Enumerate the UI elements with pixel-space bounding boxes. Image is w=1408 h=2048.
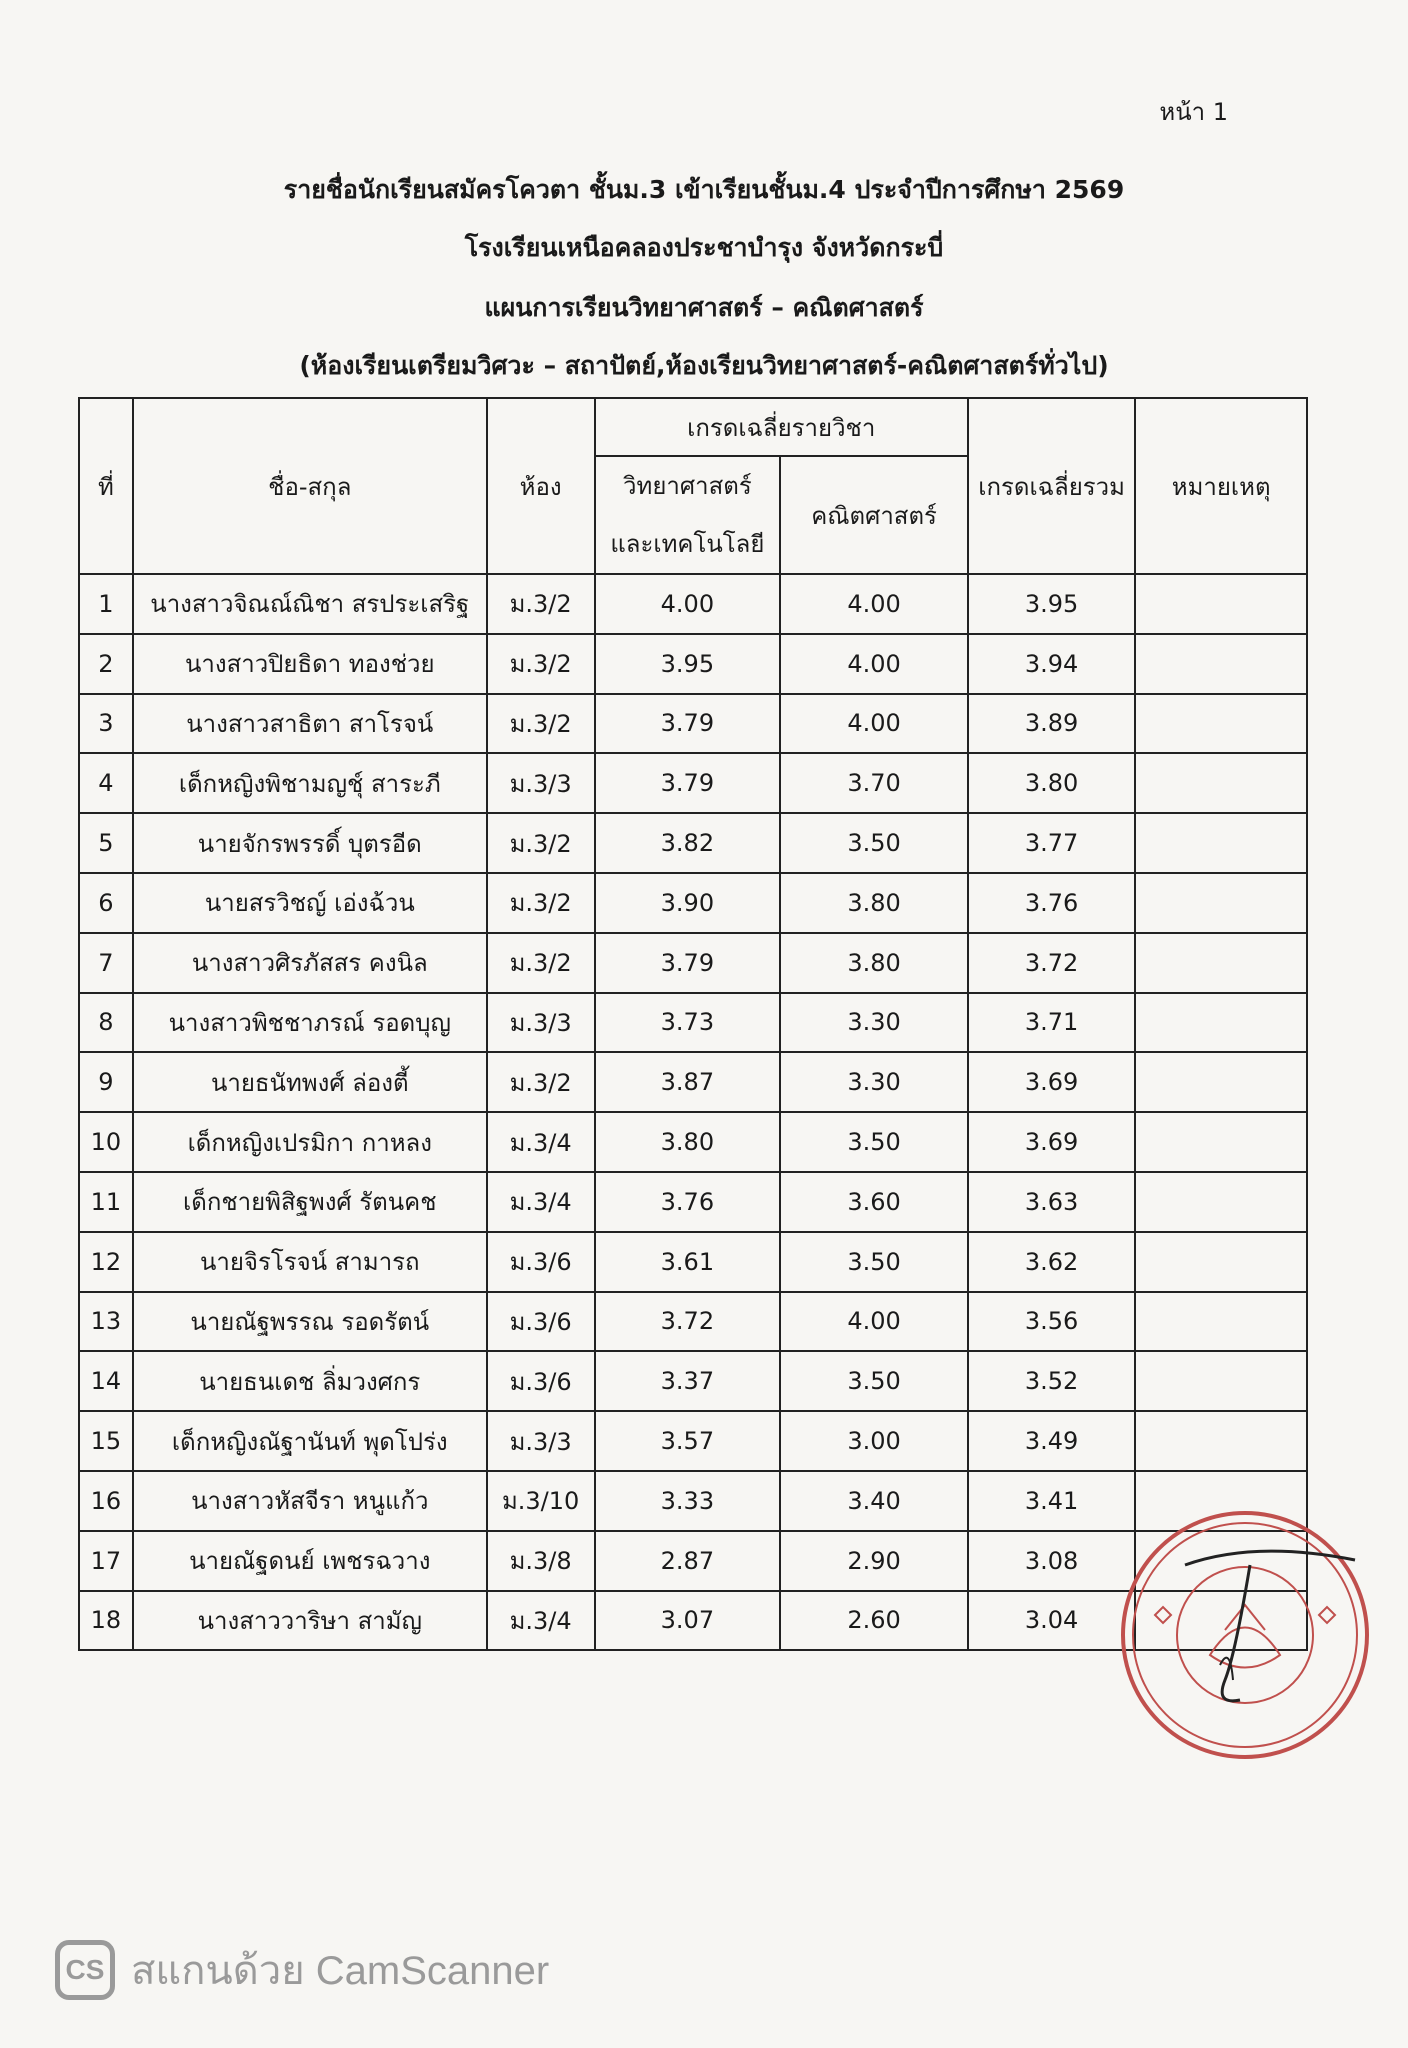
cell-room: ม.3/3 xyxy=(487,993,595,1053)
cell-science-grade: 3.76 xyxy=(595,1172,781,1232)
table-row xyxy=(79,1232,1307,1292)
cell-no: 4 xyxy=(79,753,133,813)
cell-note xyxy=(1135,993,1307,1053)
cell-name: นายธนัทพงศ์ ล่องตี้ xyxy=(133,1052,487,1112)
cell-room: ม.3/4 xyxy=(487,1172,595,1232)
document-title: รายชื่อนักเรียนสมัครโควตา ชั้นม.3 เข้าเรียนชั้นม.4 ประจำปีการศึกษา 2569 xyxy=(283,175,1125,204)
cell-name: นายธนเดช ลิ่มวงศกร xyxy=(133,1351,487,1411)
cell-science-grade: 4.00 xyxy=(595,574,781,634)
cell-note xyxy=(1135,933,1307,993)
cell-overall-grade: 3.69 xyxy=(968,1052,1135,1112)
cell-math-grade: 4.00 xyxy=(780,694,968,754)
cell-overall-grade: 3.49 xyxy=(968,1411,1135,1471)
cell-overall-grade: 3.08 xyxy=(968,1531,1135,1591)
cell-math-grade: 3.80 xyxy=(780,873,968,933)
cell-name: นางสาวพิชชาภรณ์ รอดบุญ xyxy=(133,993,487,1053)
cell-room: ม.3/8 xyxy=(487,1531,595,1591)
cell-overall-grade: 3.89 xyxy=(968,694,1135,754)
cell-overall-grade: 3.56 xyxy=(968,1292,1135,1352)
cell-name: นายจิรโรจน์ สามารถ xyxy=(133,1232,487,1292)
cell-science-grade: 3.72 xyxy=(595,1292,781,1352)
cell-note xyxy=(1135,1292,1307,1352)
cell-note xyxy=(1135,634,1307,694)
cell-science-grade: 3.07 xyxy=(595,1591,781,1651)
cell-name: นางสาวศิรภัสสร คงนิล xyxy=(133,933,487,993)
cell-room: ม.3/3 xyxy=(487,753,595,813)
cell-no: 17 xyxy=(79,1531,133,1591)
cell-overall-grade: 3.95 xyxy=(968,574,1135,634)
cell-science-grade: 3.79 xyxy=(595,694,781,754)
cell-math-grade: 4.00 xyxy=(780,1292,968,1352)
table-row xyxy=(79,933,1307,993)
cell-name: นางสาวปิยธิดา ทองช่วย xyxy=(133,634,487,694)
camscanner-watermark xyxy=(55,1938,549,2002)
cell-room: ม.3/6 xyxy=(487,1292,595,1352)
cell-math-grade: 3.30 xyxy=(780,1052,968,1112)
cell-overall-grade: 3.76 xyxy=(968,873,1135,933)
cell-math-grade: 4.00 xyxy=(780,634,968,694)
cell-room: ม.3/2 xyxy=(487,694,595,754)
cell-overall-grade: 3.77 xyxy=(968,813,1135,873)
cell-science-grade: 3.87 xyxy=(595,1052,781,1112)
cell-no: 11 xyxy=(79,1172,133,1232)
cell-math-grade: 2.90 xyxy=(780,1531,968,1591)
header-science: วิทยาศาสตร์ xyxy=(595,456,781,513)
cell-note xyxy=(1135,873,1307,933)
cell-no: 2 xyxy=(79,634,133,694)
cell-math-grade: 3.00 xyxy=(780,1411,968,1471)
school-name: โรงเรียนเหนือคลองประชาบำรุง จังหวัดกระบี่ xyxy=(464,233,944,262)
cell-no: 7 xyxy=(79,933,133,993)
cell-name: นายณัฐพรรณ รอดรัตน์ xyxy=(133,1292,487,1352)
cell-no: 18 xyxy=(79,1591,133,1651)
table-row xyxy=(79,1292,1307,1352)
header-math: คณิตศาสตร์ xyxy=(780,456,968,574)
classroom-types: (ห้องเรียนเตรียมวิศวะ – สถาปัตย์,ห้องเรียนวิทยาศาสตร์-คณิตศาสตร์ทั่วไป) xyxy=(299,351,1109,380)
camscanner-logo-icon: CS xyxy=(55,1940,115,2000)
cell-room: ม.3/4 xyxy=(487,1591,595,1651)
cell-math-grade: 3.50 xyxy=(780,1112,968,1172)
cell-room: ม.3/2 xyxy=(487,933,595,993)
cell-math-grade: 2.60 xyxy=(780,1591,968,1651)
cell-no: 16 xyxy=(79,1471,133,1531)
cell-science-grade: 3.82 xyxy=(595,813,781,873)
cell-no: 14 xyxy=(79,1351,133,1411)
cell-note xyxy=(1135,1172,1307,1232)
cell-room: ม.3/10 xyxy=(487,1471,595,1531)
cell-science-grade: 3.37 xyxy=(595,1351,781,1411)
cell-note xyxy=(1135,1112,1307,1172)
cell-science-grade: 3.61 xyxy=(595,1232,781,1292)
cell-note xyxy=(1135,1232,1307,1292)
cell-overall-grade: 3.94 xyxy=(968,634,1135,694)
table-row xyxy=(79,1052,1307,1112)
student-grade-table xyxy=(78,397,1308,1651)
cell-room: ม.3/2 xyxy=(487,574,595,634)
cell-note xyxy=(1135,574,1307,634)
cell-note xyxy=(1135,1411,1307,1471)
study-plan: แผนการเรียนวิทยาศาสตร์ – คณิตศาสตร์ xyxy=(484,293,924,322)
header-note: หมายเหตุ xyxy=(1135,398,1307,574)
cell-note xyxy=(1135,813,1307,873)
cell-no: 13 xyxy=(79,1292,133,1352)
cell-no: 10 xyxy=(79,1112,133,1172)
cell-no: 15 xyxy=(79,1411,133,1471)
cell-no: 9 xyxy=(79,1052,133,1112)
header-no: ที่ xyxy=(79,398,133,574)
cell-no: 1 xyxy=(79,574,133,634)
cell-name: เด็กชายพิสิฐพงศ์ รัตนคช xyxy=(133,1172,487,1232)
cell-overall-grade: 3.62 xyxy=(968,1232,1135,1292)
cell-room: ม.3/6 xyxy=(487,1232,595,1292)
cell-math-grade: 4.00 xyxy=(780,574,968,634)
cell-no: 3 xyxy=(79,694,133,754)
cell-room: ม.3/2 xyxy=(487,1052,595,1112)
cell-room: ม.3/2 xyxy=(487,873,595,933)
cell-math-grade: 3.30 xyxy=(780,993,968,1053)
header-overall: เกรดเฉลี่ยรวม xyxy=(968,398,1135,574)
cell-overall-grade: 3.41 xyxy=(968,1471,1135,1531)
table-row xyxy=(79,873,1307,933)
table-row xyxy=(79,1112,1307,1172)
cell-science-grade: 3.80 xyxy=(595,1112,781,1172)
cell-overall-grade: 3.04 xyxy=(968,1591,1135,1651)
cell-overall-grade: 3.52 xyxy=(968,1351,1135,1411)
cell-no: 6 xyxy=(79,873,133,933)
cell-math-grade: 3.50 xyxy=(780,1351,968,1411)
cell-math-grade: 3.70 xyxy=(780,753,968,813)
cell-science-grade: 3.73 xyxy=(595,993,781,1053)
cell-name: เด็กหญิงณัฐานันท์ พุดโปร่ง xyxy=(133,1411,487,1471)
cell-no: 5 xyxy=(79,813,133,873)
cell-name: นายณัฐดนย์ เพชรฉวาง xyxy=(133,1531,487,1591)
cell-math-grade: 3.40 xyxy=(780,1471,968,1531)
table-row xyxy=(79,753,1307,813)
cell-name: นางสาวสาธิตา สาโรจน์ xyxy=(133,694,487,754)
cell-overall-grade: 3.71 xyxy=(968,993,1135,1053)
table-row xyxy=(79,634,1307,694)
cell-room: ม.3/6 xyxy=(487,1351,595,1411)
cell-name: เด็กหญิงพิชามญชุ์ สาระภี xyxy=(133,753,487,813)
table-row xyxy=(79,574,1307,634)
table-row xyxy=(79,694,1307,754)
cell-science-grade: 3.90 xyxy=(595,873,781,933)
cell-name: นางสาวจิณณ์ณิชา สรประเสริฐ xyxy=(133,574,487,634)
table-row xyxy=(79,993,1307,1053)
cell-name: นางสาววาริษา สามัญ xyxy=(133,1591,487,1651)
cell-name: นางสาวหัสจีรา หนูแก้ว xyxy=(133,1471,487,1531)
cell-science-grade: 3.57 xyxy=(595,1411,781,1471)
cell-overall-grade: 3.63 xyxy=(968,1172,1135,1232)
cell-room: ม.3/4 xyxy=(487,1112,595,1172)
cell-math-grade: 3.50 xyxy=(780,1232,968,1292)
cell-science-grade: 3.95 xyxy=(595,634,781,694)
cell-overall-grade: 3.72 xyxy=(968,933,1135,993)
cell-overall-grade: 3.69 xyxy=(968,1112,1135,1172)
header-name: ชื่อ-สกุล xyxy=(133,398,487,574)
table-row xyxy=(79,1351,1307,1411)
cell-note xyxy=(1135,753,1307,813)
cell-overall-grade: 3.80 xyxy=(968,753,1135,813)
watermark-text: สแกนด้วย CamScanner xyxy=(131,1949,550,1993)
cell-note xyxy=(1135,694,1307,754)
table-row xyxy=(79,1411,1307,1471)
cell-science-grade: 2.87 xyxy=(595,1531,781,1591)
cell-name: นายจักรพรรดิ์ บุตรอีด xyxy=(133,813,487,873)
cell-name: นายสรวิชญ์ เอ่งฉ้วน xyxy=(133,873,487,933)
cell-no: 12 xyxy=(79,1232,133,1292)
cell-note xyxy=(1135,1052,1307,1112)
cell-science-grade: 3.79 xyxy=(595,753,781,813)
cell-room: ม.3/3 xyxy=(487,1411,595,1471)
cell-room: ม.3/2 xyxy=(487,634,595,694)
cell-room: ม.3/2 xyxy=(487,813,595,873)
page-number: หน้า 1 xyxy=(1159,98,1228,126)
cell-science-grade: 3.79 xyxy=(595,933,781,993)
table-row xyxy=(79,1172,1307,1232)
header-science-sub: และเทคโนโลยี xyxy=(595,513,781,574)
cell-math-grade: 3.60 xyxy=(780,1172,968,1232)
header-subject-group: เกรดเฉลี่ยรายวิชา xyxy=(595,398,968,456)
cell-name: เด็กหญิงเปรมิกา กาหลง xyxy=(133,1112,487,1172)
cell-no: 8 xyxy=(79,993,133,1053)
cell-math-grade: 3.80 xyxy=(780,933,968,993)
school-seal-stamp xyxy=(1115,1505,1375,1765)
cell-math-grade: 3.50 xyxy=(780,813,968,873)
header-room: ห้อง xyxy=(487,398,595,574)
table-row xyxy=(79,813,1307,873)
cell-note xyxy=(1135,1351,1307,1411)
cell-science-grade: 3.33 xyxy=(595,1471,781,1531)
